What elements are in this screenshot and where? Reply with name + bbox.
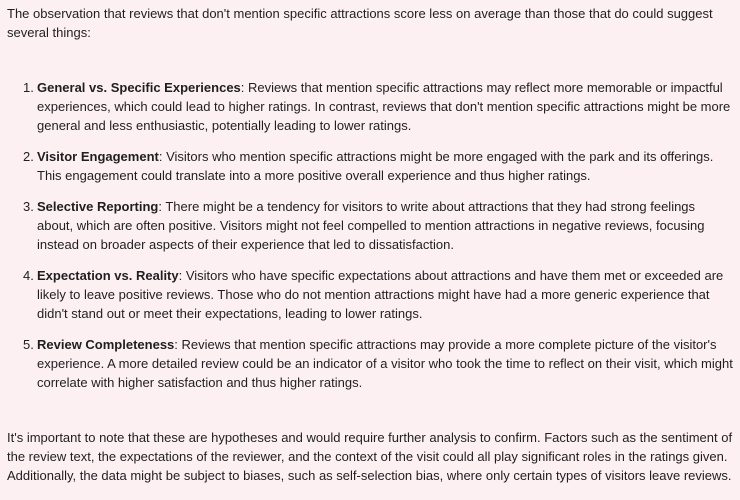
reason-item-general-vs-specific [0,78,740,135]
reason-title: Review Completeness [37,337,175,352]
reason-number: 1. [23,80,34,95]
reason-title: Expectation vs. Reality [37,268,179,283]
reasons-list [0,78,740,404]
reason-text: : Visitors who have specific expectations about attractions and have them met or exceeded are likely to leave positive reviews. Those who do not mention attractions might have had a more generic experience that didn't stand out or meet their expectations, leading to lower ratings. [37,268,724,321]
reason-text: : Reviews that mention specific attractions may provide a more complete picture of the visitor's experience. A more detailed review could be an indicator of a visitor who took the time to reflect on their visit, which might correlate with higher satisfaction and thus higher ratings. [37,337,733,390]
reason-title: Selective Reporting [37,199,159,214]
reason-item-visitor-engagement [0,147,740,185]
reason-text: : There might be a tendency for visitors to write about attractions that they had strong feelings about, which are often positive. Visitors might not feel compelled to mention attractions in negative reviews, focusing instead on broader aspects of their experience that led to dissatisfaction. [37,199,705,252]
reason-title: General vs. Specific Experiences [37,80,241,95]
closing-paragraph: It's important to note that these are hypotheses and would require further analysis to confirm. Factors such as the sentiment of the review text, the expectations of the reviewer, and the context of the visit could all play significant roles in the ratings given. Additionally, the data might be subject to biases, such as self-selection bias, where only certain types of visitors leave reviews. [7,430,733,483]
reason-number: 5. [23,337,34,352]
reason-number: 3. [23,199,34,214]
reason-item-expectation-vs-reality [0,266,740,323]
reason-text: : Reviews that mention specific attractions may reflect more memorable or impactful experiences, which could lead to higher ratings. In contrast, reviews that don't mention specific attractions might be more general and less enthusiastic, potentially leading to lower ratings. [37,80,731,133]
reason-title: Visitor Engagement [37,149,159,164]
reason-item-review-completeness [0,335,740,392]
intro-paragraph: The observation that reviews that don't mention specific attractions score less on average than those that do could suggest several things: [7,6,713,40]
reason-number: 2. [23,149,34,164]
reason-item-selective-reporting [0,197,740,254]
reason-text: : Visitors who mention specific attractions might be more engaged with the park and its offerings. This engagement could translate into a more positive overall experience and thus higher ratings. [37,149,714,183]
reason-number: 4. [23,268,34,283]
